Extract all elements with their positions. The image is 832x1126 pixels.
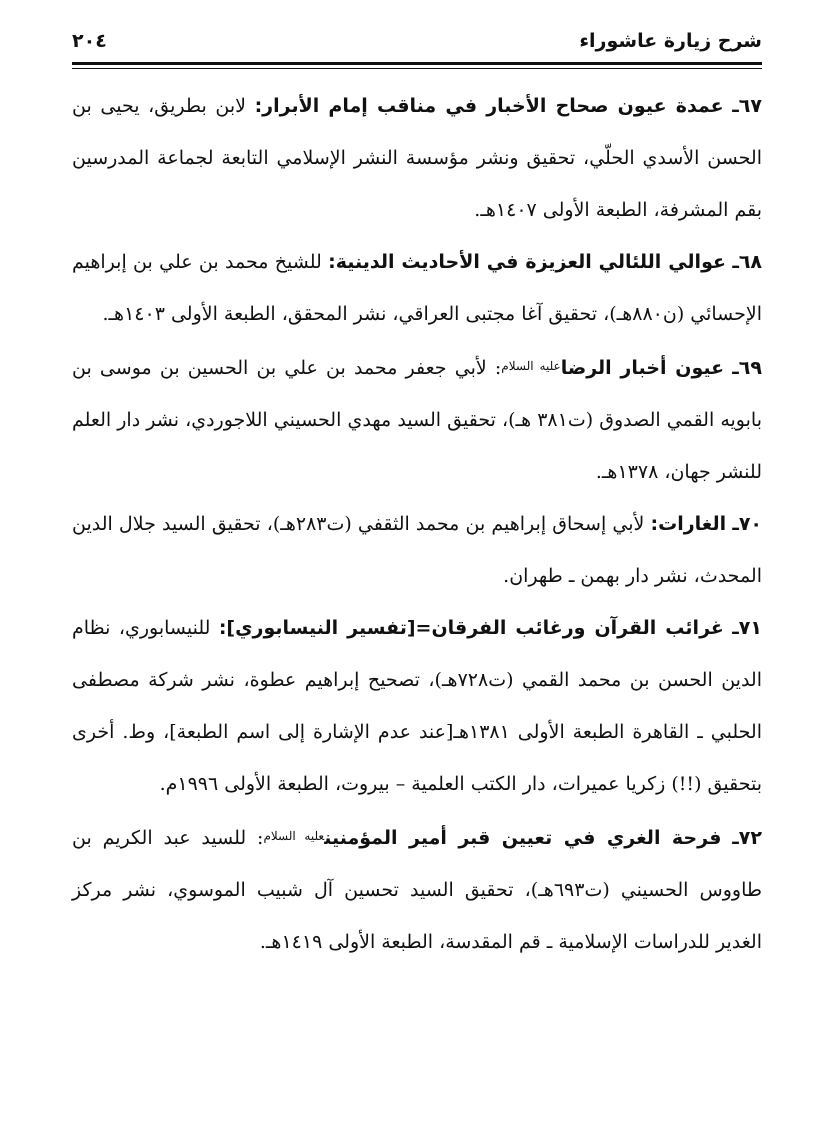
entry-title: الغارات: (650, 513, 727, 535)
bibliography-entry-71 (72, 602, 762, 810)
running-title: شرح زيارة عاشوراء (579, 30, 762, 52)
entry-text: لأبي إسحاق إبراهيم بن محمد الثقفي (ت٢٨٣هـ)، تحقيق السيد جلال الدين المحدث، نشر دار بهمن ـ طهران. (72, 513, 762, 587)
entry-number: ٦٨ـ (732, 251, 763, 273)
entry-title: غرائب القرآن ورغائب الفرقان=[تفسير النيسابوري]: (218, 617, 724, 639)
header-rule-thin (72, 68, 762, 69)
entry-number: ٦٩ـ (732, 357, 762, 379)
page-header (72, 22, 762, 66)
bibliography-entry-68 (72, 236, 762, 340)
entry-title: عيون أخبار الرضا (560, 357, 725, 379)
honorific-glyph: عليه السلام (263, 829, 325, 843)
entry-text: لابن بطريق، يحيى بن الحسن الأسدي الحلّي، تحقيق ونشر مؤسسة النشر الإسلامي التابعة لجماعة المدرسين بقم المشرفة، الطبعة الأولى ١٤٠٧هـ. (72, 95, 762, 221)
entry-number: ٧١ـ (732, 617, 762, 639)
page (72, 22, 762, 1102)
bibliography-entry-70 (72, 498, 762, 602)
entry-title: عمدة عيون صحاح الأخبار في مناقب إمام الأبرار: (254, 95, 724, 117)
entry-number: ٧٠ـ (732, 513, 763, 535)
page-number: ٢٠٤ (72, 30, 107, 52)
header-rule-thick (72, 62, 762, 65)
bibliography-list (72, 80, 762, 968)
bibliography-entry-69 (72, 340, 762, 498)
entry-text: للنيسابوري، نظام الدين الحسن بن محمد القمي (ت٧٢٨هـ)، تصحيح إبراهيم عطوة، نشر شركة مصطفى الحلبي ـ القاهرة الطبعة الأولى ١٣٨١هـ[عند عدم الإشارة إلى اسم الطبعة]، وط. أخرى بتحقيق (!!) زكريا عميرات، دار الكتب العلمية – بيروت، الطبعة الأولى ١٩٩٦م. (72, 617, 763, 795)
honorific-glyph: عليه السلام (501, 359, 561, 373)
entry-title: فرحة الغري في تعيين قبر أمير المؤمنين (324, 827, 722, 849)
bibliography-entry-67 (72, 80, 762, 236)
entry-text: : للسيد عبد الكريم بن طاووس الحسيني (ت٦٩٣هـ)، تحقيق السيد تحسين آل شبيب الموسوي، نشر مركز الغدير للدراسات الإسلامية ـ قم المقدسة، الطبعة الأولى ١٤١٩هـ. (72, 827, 762, 953)
bibliography-entry-72 (72, 810, 762, 968)
entry-number: ٦٧ـ (732, 95, 762, 117)
entry-text: للشيخ محمد بن علي بن إبراهيم الإحسائي (ن٨٨٠هـ)، تحقيق آغا مجتبى العراقي، نشر المحقق، الطبعة الأولى ١٤٠٣هـ. (72, 251, 762, 325)
entry-text: : لأبي جعفر محمد بن علي بن الحسين بن موسى بن بابويه القمي الصدوق (ت٣٨١ هـ)، تحقيق السيد مهدي الحسيني اللاجوردي، نشر دار العلم للنشر جهان، ١٣٧٨هـ. (72, 357, 762, 483)
entry-number: ٧٢ـ (732, 827, 762, 849)
entry-title: عوالي اللئالي العزيزة في الأحاديث الدينية: (328, 251, 726, 273)
